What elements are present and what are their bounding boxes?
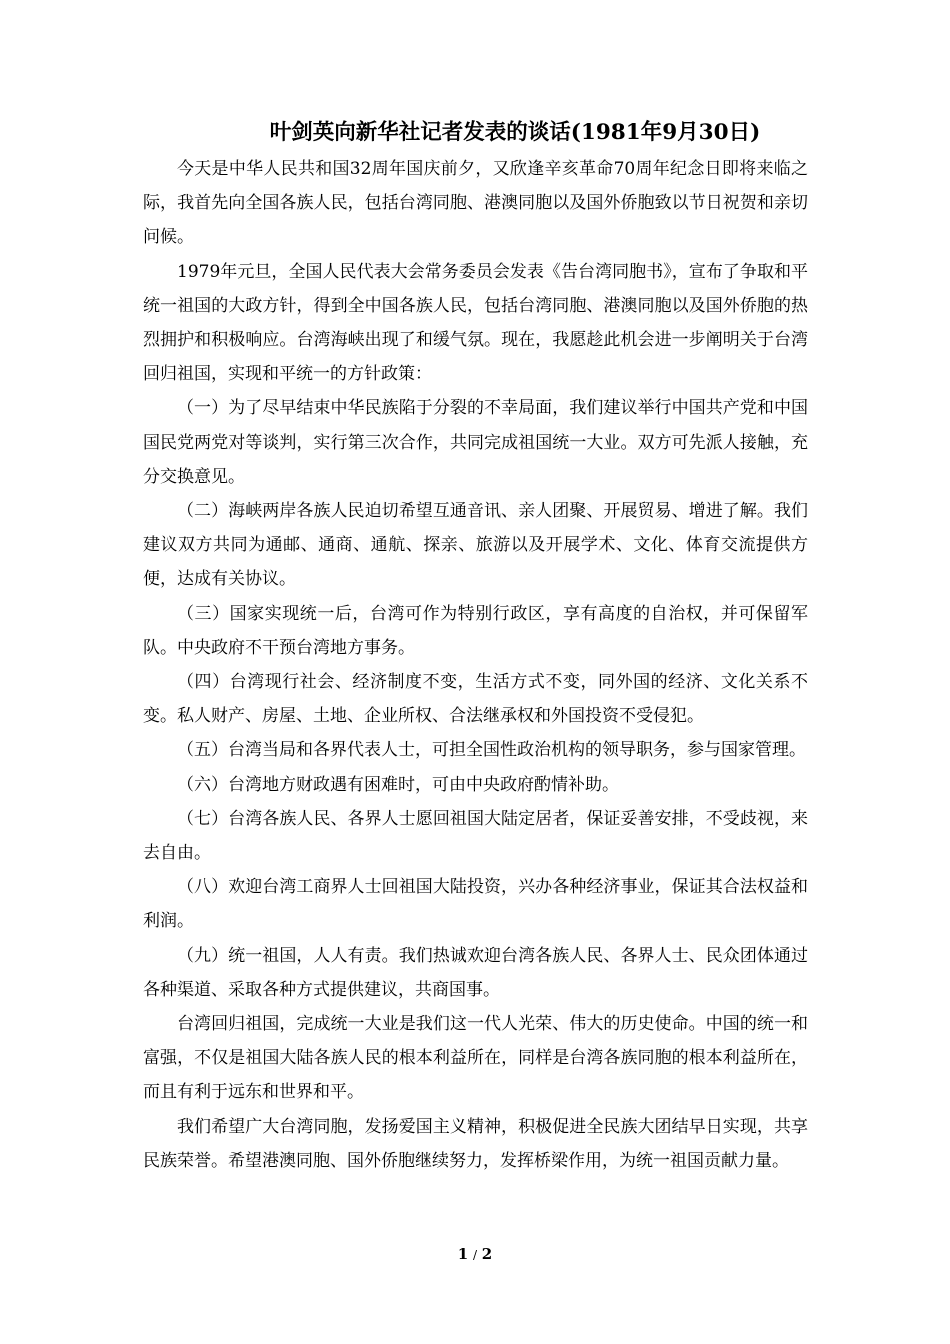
paragraph-point-7: （七）台湾各族人民、各界人士愿回祖国大陆定居者，保证妥善安排，不受歧视，来去自由。: [143, 808, 808, 864]
document-body: [143, 152, 808, 1178]
paragraph-point-3: （三）国家实现统一后，台湾可作为特别行政区，享有高度的自治权，并可保留军队。中央政府不干预台湾地方事务。: [143, 603, 808, 658]
paragraph-intro: 今天是中华人民共和国32周年国庆前夕，又欣逢辛亥革命70周年纪念日即将来临之际，我首先向全国各族人民，包括台湾同胞、港澳同胞以及国外侨胞致以节日祝贺和亲切问候。: [143, 159, 808, 248]
paragraph-point-1: （一）为了尽早结束中华民族陷于分裂的不幸局面，我们建议举行中国共产党和中国国民党两党对等谈判，实行第三次合作，共同完成祖国统一大业。双方可先派人接触，充分交换意见。: [143, 398, 808, 487]
paragraph-point-6: （六）台湾地方财政遇有困难时，可由中央政府酌情补助。: [177, 774, 619, 795]
paragraph-point-5: （五）台湾当局和各界代表人士，可担全国性政治机构的领导职务，参与国家管理。: [177, 740, 806, 761]
page-separator: /: [472, 1248, 478, 1262]
page-number: [0, 1244, 950, 1265]
document-title: 叶剑英向新华社记者发表的谈话(1981年9月30日): [269, 120, 761, 145]
paragraph-point-2: （二）海峡两岸各族人民迫切希望互通音讯、亲人团聚、开展贸易、增进了解。我们建议双方共同为通邮、通商、通航、探亲、旅游以及开展学术、文化、体育交流提供方便，达成有关协议。: [143, 501, 808, 590]
paragraph-closing: 我们希望广大台湾同胞，发扬爱国主义精神，积极促进全民族大团结早日实现，共享民族荣誉。希望港澳同胞、国外侨胞继续努力，发挥桥梁作用，为统一祖国贡献力量。: [143, 1116, 808, 1171]
paragraph-background: 1979年元旦，全国人民代表大会常务委员会发表《告台湾同胞书》，宣布了争取和平统一祖国的大政方针，得到全中国各族人民，包括台湾同胞、港澳同胞以及国外侨胞的热烈拥护和积极响应。台湾海峡出现了和缓气氛。现在，我愿趁此机会进一步阐明关于台湾回归祖国，实现和平统一的方针政策：: [143, 261, 808, 385]
current-page-number: 1: [457, 1245, 469, 1263]
paragraph-point-9: （九）统一祖国，人人有责。我们热诚欢迎台湾各族人民、各界人士、民众团体通过各种渠道、采取各种方式提供建议，共商国事。: [143, 945, 808, 1000]
paragraph-point-8: （八）欢迎台湾工商界人士回祖国大陆投资，兴办各种经济事业，保证其合法权益和利润。: [143, 877, 808, 932]
total-pages-number: 2: [481, 1245, 493, 1263]
paragraph-mission: 台湾回归祖国，完成统一大业是我们这一代人光荣、伟大的历史使命。中国的统一和富强，不仅是祖国大陆各族人民的根本利益所在，同样是台湾各族同胞的根本利益所在，而且有利于远东和世界和平。: [143, 1014, 808, 1103]
paragraph-point-4: （四）台湾现行社会、经济制度不变，生活方式不变，同外国的经济、文化关系不变。私人财产、房屋、土地、企业所权、合法继承权和外国投资不受侵犯。: [143, 672, 808, 727]
